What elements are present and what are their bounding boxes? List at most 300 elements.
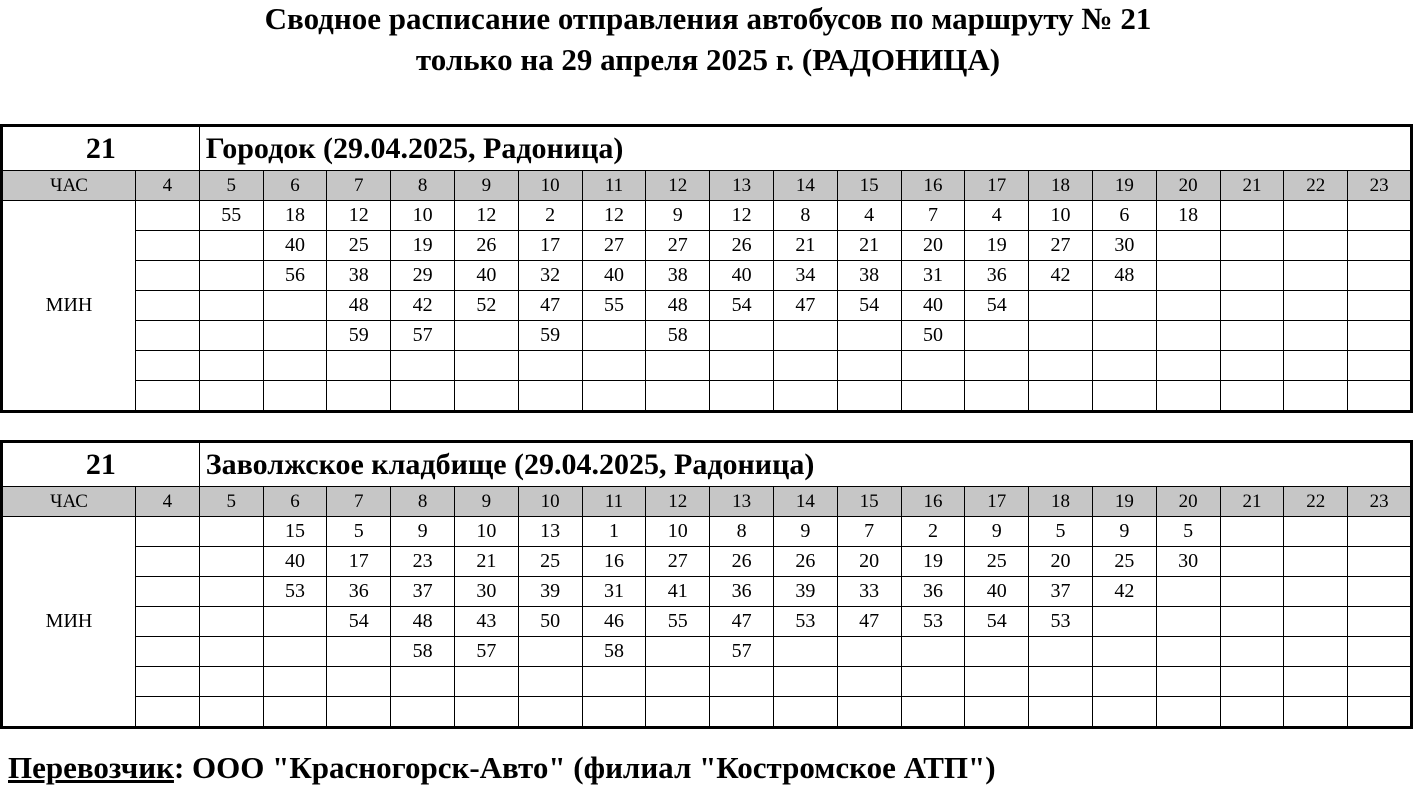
minute-cell xyxy=(582,321,646,351)
minute-cell xyxy=(582,381,646,412)
minute-cell xyxy=(263,697,327,728)
minute-cell: 29 xyxy=(391,261,455,291)
minute-cell xyxy=(901,381,965,412)
minute-cell xyxy=(1348,291,1412,321)
page-title: Сводное расписание отправления автобусов по маршруту № 21 xyxy=(264,1,1152,36)
minute-cell: 38 xyxy=(837,261,901,291)
hour-cell: 4 xyxy=(136,171,200,201)
minute-cell xyxy=(837,321,901,351)
minute-cell: 30 xyxy=(1156,547,1220,577)
minute-cell: 4 xyxy=(965,201,1029,231)
hour-cell: 23 xyxy=(1348,487,1412,517)
hour-cell: 10 xyxy=(518,487,582,517)
minute-cell: 55 xyxy=(646,607,710,637)
minute-cell: 9 xyxy=(646,201,710,231)
minute-cell xyxy=(1348,381,1412,412)
hour-cell: 18 xyxy=(1029,171,1093,201)
minute-cell: 54 xyxy=(965,291,1029,321)
minute-cell xyxy=(136,607,200,637)
hour-cell: 20 xyxy=(1156,487,1220,517)
minute-cell: 18 xyxy=(263,201,327,231)
minute-cell xyxy=(1220,697,1284,728)
minute-cell: 54 xyxy=(965,607,1029,637)
minute-cell xyxy=(136,201,200,231)
minute-cell xyxy=(1348,667,1412,697)
minute-cell xyxy=(518,351,582,381)
minute-cell: 26 xyxy=(454,231,518,261)
minute-cell xyxy=(837,697,901,728)
hour-cell: 12 xyxy=(646,487,710,517)
hour-cell: 11 xyxy=(582,171,646,201)
minute-cell xyxy=(518,667,582,697)
minute-cell xyxy=(199,667,263,697)
minute-cell: 12 xyxy=(454,201,518,231)
hour-cell: 8 xyxy=(391,171,455,201)
hour-cell: 9 xyxy=(454,487,518,517)
minute-cell: 20 xyxy=(1029,547,1093,577)
minute-cell xyxy=(136,381,200,412)
minute-cell: 47 xyxy=(518,291,582,321)
minute-cell: 26 xyxy=(773,547,837,577)
minute-cell xyxy=(1156,607,1220,637)
minute-cell xyxy=(136,697,200,728)
carrier-info xyxy=(8,748,996,788)
minutes-row xyxy=(2,351,1412,381)
minute-cell xyxy=(1220,351,1284,381)
minute-cell xyxy=(646,637,710,667)
minute-cell: 23 xyxy=(391,547,455,577)
minute-cell: 57 xyxy=(710,637,774,667)
minute-cell xyxy=(263,637,327,667)
minute-cell xyxy=(1156,381,1220,412)
minute-cell: 21 xyxy=(454,547,518,577)
minute-cell xyxy=(1284,231,1348,261)
minute-cell xyxy=(901,697,965,728)
minute-cell xyxy=(965,697,1029,728)
minute-cell xyxy=(1284,637,1348,667)
minute-cell xyxy=(1156,321,1220,351)
minute-cell: 34 xyxy=(773,261,837,291)
table-header-row xyxy=(2,126,1412,171)
minute-cell: 47 xyxy=(710,607,774,637)
minute-cell: 53 xyxy=(263,577,327,607)
minute-cell xyxy=(136,577,200,607)
minute-cell xyxy=(199,381,263,412)
minute-cell: 40 xyxy=(710,261,774,291)
minute-cell xyxy=(1029,381,1093,412)
minute-cell: 27 xyxy=(1029,231,1093,261)
minute-cell xyxy=(1092,381,1156,412)
hour-cell: 4 xyxy=(136,487,200,517)
minute-cell xyxy=(1284,291,1348,321)
minute-cell xyxy=(1284,321,1348,351)
minute-cell xyxy=(1220,667,1284,697)
minute-cell: 38 xyxy=(327,261,391,291)
minute-cell xyxy=(454,381,518,412)
minute-cell: 10 xyxy=(391,201,455,231)
minute-cell xyxy=(1156,351,1220,381)
minute-cell: 5 xyxy=(327,517,391,547)
minutes-row xyxy=(2,321,1412,351)
minute-cell xyxy=(1348,607,1412,637)
minute-cell xyxy=(518,381,582,412)
minute-cell: 9 xyxy=(1092,517,1156,547)
minute-cell: 36 xyxy=(965,261,1029,291)
minute-cell xyxy=(199,607,263,637)
minute-cell: 19 xyxy=(901,547,965,577)
minute-cell xyxy=(327,351,391,381)
minute-cell: 2 xyxy=(901,517,965,547)
minute-cell: 53 xyxy=(901,607,965,637)
minute-cell: 16 xyxy=(582,547,646,577)
minute-cell xyxy=(136,667,200,697)
minute-cell: 32 xyxy=(518,261,582,291)
minute-cell: 21 xyxy=(773,231,837,261)
hour-cell: 16 xyxy=(901,487,965,517)
minute-cell: 21 xyxy=(837,231,901,261)
minute-cell: 8 xyxy=(710,517,774,547)
minute-cell xyxy=(199,517,263,547)
minute-cell xyxy=(1029,667,1093,697)
minute-cell: 43 xyxy=(454,607,518,637)
minute-cell xyxy=(1220,201,1284,231)
minute-cell xyxy=(199,577,263,607)
minute-cell xyxy=(1029,291,1093,321)
hour-cell: 11 xyxy=(582,487,646,517)
minute-cell: 10 xyxy=(1029,201,1093,231)
minutes-row xyxy=(2,607,1412,637)
minute-cell: 25 xyxy=(518,547,582,577)
minute-cell: 17 xyxy=(327,547,391,577)
minute-cell xyxy=(901,667,965,697)
minute-cell: 17 xyxy=(518,231,582,261)
minute-cell: 48 xyxy=(391,607,455,637)
minute-cell xyxy=(1348,697,1412,728)
schedule-table-zavolzhskoe xyxy=(0,440,1413,729)
hour-cell: 13 xyxy=(710,171,774,201)
minute-cell xyxy=(1156,291,1220,321)
minute-cell xyxy=(965,321,1029,351)
minute-cell: 56 xyxy=(263,261,327,291)
carrier-label: Перевозчик xyxy=(8,750,174,785)
minute-cell xyxy=(1348,517,1412,547)
minute-cell: 42 xyxy=(1092,577,1156,607)
hour-cell: 5 xyxy=(199,487,263,517)
minute-cell: 10 xyxy=(454,517,518,547)
minute-cell: 19 xyxy=(965,231,1029,261)
minute-cell xyxy=(136,261,200,291)
minute-cell xyxy=(1348,577,1412,607)
minute-cell: 25 xyxy=(1092,547,1156,577)
minute-cell: 2 xyxy=(518,201,582,231)
table-header-row xyxy=(2,442,1412,487)
minute-cell xyxy=(391,381,455,412)
minute-cell: 36 xyxy=(327,577,391,607)
minute-cell xyxy=(136,637,200,667)
minute-cell: 42 xyxy=(1029,261,1093,291)
minute-cell xyxy=(518,637,582,667)
route-number: 21 xyxy=(2,442,200,487)
hour-cell: 14 xyxy=(773,487,837,517)
minute-cell xyxy=(965,637,1029,667)
minute-cell: 7 xyxy=(837,517,901,547)
minute-cell xyxy=(646,351,710,381)
hour-cell: 22 xyxy=(1284,171,1348,201)
minute-cell xyxy=(1284,547,1348,577)
hour-cell: 5 xyxy=(199,171,263,201)
hour-cell: 6 xyxy=(263,171,327,201)
minutes-row xyxy=(2,697,1412,728)
minute-cell xyxy=(1092,351,1156,381)
minute-cell: 8 xyxy=(773,201,837,231)
minute-cell xyxy=(1284,351,1348,381)
minute-cell xyxy=(582,667,646,697)
minute-cell xyxy=(773,637,837,667)
minute-cell xyxy=(837,381,901,412)
minutes-row xyxy=(2,201,1412,231)
minute-cell xyxy=(136,321,200,351)
minute-cell xyxy=(391,667,455,697)
minute-cell: 36 xyxy=(710,577,774,607)
minute-cell: 39 xyxy=(773,577,837,607)
minute-cell: 19 xyxy=(391,231,455,261)
minute-cell xyxy=(1092,321,1156,351)
hour-cell: 18 xyxy=(1029,487,1093,517)
minute-cell: 30 xyxy=(454,577,518,607)
minute-cell xyxy=(327,697,391,728)
minute-cell: 57 xyxy=(454,637,518,667)
minute-cell xyxy=(646,381,710,412)
minute-cell xyxy=(1220,517,1284,547)
minute-cell xyxy=(1284,607,1348,637)
minute-cell: 53 xyxy=(773,607,837,637)
minute-cell: 40 xyxy=(901,291,965,321)
minute-cell xyxy=(901,637,965,667)
minutes-row xyxy=(2,291,1412,321)
hour-cell: 21 xyxy=(1220,171,1284,201)
minute-cell xyxy=(263,381,327,412)
minute-cell: 55 xyxy=(199,201,263,231)
minute-cell: 53 xyxy=(1029,607,1093,637)
minute-cell: 25 xyxy=(327,231,391,261)
hour-cell: 7 xyxy=(327,487,391,517)
minute-cell: 58 xyxy=(391,637,455,667)
minute-cell: 37 xyxy=(1029,577,1093,607)
minute-cell xyxy=(136,231,200,261)
minutes-label: МИН xyxy=(2,517,136,728)
hour-cell: 13 xyxy=(710,487,774,517)
hour-cell: 17 xyxy=(965,171,1029,201)
minute-cell xyxy=(1220,547,1284,577)
hour-cell: 15 xyxy=(837,487,901,517)
minute-cell xyxy=(1220,577,1284,607)
minute-cell: 4 xyxy=(837,201,901,231)
minute-cell xyxy=(199,261,263,291)
minute-cell xyxy=(773,321,837,351)
minute-cell xyxy=(1092,697,1156,728)
minute-cell xyxy=(1348,231,1412,261)
direction-name: Городок (29.04.2025, Радоница) xyxy=(199,126,1411,171)
hour-cell: 19 xyxy=(1092,487,1156,517)
minute-cell: 9 xyxy=(773,517,837,547)
minute-cell xyxy=(1284,261,1348,291)
minute-cell xyxy=(710,697,774,728)
minute-cell xyxy=(454,667,518,697)
minute-cell xyxy=(965,667,1029,697)
minute-cell xyxy=(136,547,200,577)
minute-cell xyxy=(1156,261,1220,291)
minutes-row xyxy=(2,577,1412,607)
hour-label: ЧАС xyxy=(2,171,136,201)
hour-cell: 16 xyxy=(901,171,965,201)
minute-cell xyxy=(1284,577,1348,607)
minute-cell: 52 xyxy=(454,291,518,321)
minute-cell xyxy=(327,381,391,412)
minute-cell xyxy=(646,667,710,697)
minute-cell xyxy=(391,351,455,381)
minute-cell xyxy=(837,351,901,381)
minute-cell: 12 xyxy=(327,201,391,231)
minute-cell: 10 xyxy=(646,517,710,547)
hours-row xyxy=(2,487,1412,517)
minute-cell: 55 xyxy=(582,291,646,321)
minute-cell: 15 xyxy=(263,517,327,547)
minute-cell: 9 xyxy=(965,517,1029,547)
hour-cell: 21 xyxy=(1220,487,1284,517)
minute-cell xyxy=(199,231,263,261)
minute-cell: 54 xyxy=(327,607,391,637)
minute-cell xyxy=(582,697,646,728)
minute-cell: 57 xyxy=(391,321,455,351)
minute-cell: 31 xyxy=(582,577,646,607)
minute-cell: 41 xyxy=(646,577,710,607)
minute-cell xyxy=(1220,607,1284,637)
minute-cell: 59 xyxy=(327,321,391,351)
minute-cell: 58 xyxy=(646,321,710,351)
carrier-separator: : xyxy=(173,750,185,785)
minute-cell xyxy=(901,351,965,381)
minute-cell: 47 xyxy=(773,291,837,321)
minute-cell xyxy=(710,321,774,351)
minute-cell: 6 xyxy=(1092,201,1156,231)
minute-cell: 31 xyxy=(901,261,965,291)
minute-cell xyxy=(199,547,263,577)
minute-cell: 36 xyxy=(901,577,965,607)
minute-cell: 58 xyxy=(582,637,646,667)
minute-cell: 26 xyxy=(710,231,774,261)
minute-cell xyxy=(1220,261,1284,291)
hour-label: ЧАС xyxy=(2,487,136,517)
minute-cell xyxy=(1092,291,1156,321)
minutes-row xyxy=(2,381,1412,412)
minute-cell: 40 xyxy=(965,577,1029,607)
minute-cell xyxy=(1284,381,1348,412)
minute-cell: 5 xyxy=(1029,517,1093,547)
minute-cell xyxy=(263,291,327,321)
minute-cell: 26 xyxy=(710,547,774,577)
minute-cell xyxy=(710,667,774,697)
minute-cell xyxy=(1348,351,1412,381)
minute-cell xyxy=(773,667,837,697)
minute-cell xyxy=(136,517,200,547)
minute-cell xyxy=(1220,637,1284,667)
minute-cell xyxy=(837,667,901,697)
hour-cell: 20 xyxy=(1156,171,1220,201)
minute-cell xyxy=(327,637,391,667)
minute-cell: 27 xyxy=(582,231,646,261)
minute-cell: 9 xyxy=(391,517,455,547)
minute-cell xyxy=(199,291,263,321)
minutes-row xyxy=(2,231,1412,261)
minutes-label: МИН xyxy=(2,201,136,412)
minute-cell: 54 xyxy=(710,291,774,321)
minute-cell: 48 xyxy=(327,291,391,321)
minutes-row xyxy=(2,261,1412,291)
minute-cell: 54 xyxy=(837,291,901,321)
minute-cell: 27 xyxy=(646,231,710,261)
minute-cell: 40 xyxy=(454,261,518,291)
minute-cell xyxy=(1029,321,1093,351)
minute-cell: 18 xyxy=(1156,201,1220,231)
minute-cell xyxy=(1284,517,1348,547)
minute-cell xyxy=(710,381,774,412)
minute-cell xyxy=(199,321,263,351)
minute-cell xyxy=(454,351,518,381)
minute-cell xyxy=(1284,697,1348,728)
hour-cell: 17 xyxy=(965,487,1029,517)
minute-cell xyxy=(1220,321,1284,351)
hour-cell: 10 xyxy=(518,171,582,201)
minute-cell: 27 xyxy=(646,547,710,577)
minutes-row xyxy=(2,637,1412,667)
minute-cell xyxy=(263,351,327,381)
minute-cell xyxy=(773,697,837,728)
minute-cell xyxy=(1220,291,1284,321)
minute-cell xyxy=(837,637,901,667)
minute-cell xyxy=(136,291,200,321)
carrier-name: ООО "Красногорск-Авто" (филиал "Костромское АТП") xyxy=(184,750,996,785)
minute-cell xyxy=(710,351,774,381)
minute-cell xyxy=(1348,261,1412,291)
minute-cell xyxy=(582,351,646,381)
hour-cell: 14 xyxy=(773,171,837,201)
minute-cell: 13 xyxy=(518,517,582,547)
minute-cell: 12 xyxy=(582,201,646,231)
minute-cell xyxy=(1284,201,1348,231)
minute-cell xyxy=(454,321,518,351)
minute-cell xyxy=(1348,547,1412,577)
minute-cell xyxy=(1220,231,1284,261)
minute-cell xyxy=(1092,607,1156,637)
minute-cell: 20 xyxy=(901,231,965,261)
minute-cell xyxy=(1156,667,1220,697)
minute-cell xyxy=(1156,637,1220,667)
minute-cell xyxy=(773,381,837,412)
route-number: 21 xyxy=(2,126,200,171)
hour-cell: 15 xyxy=(837,171,901,201)
minute-cell: 48 xyxy=(1092,261,1156,291)
hours-row xyxy=(2,171,1412,201)
minute-cell xyxy=(1156,697,1220,728)
minute-cell xyxy=(1156,577,1220,607)
page-subtitle: только на 29 апреля 2025 г. (РАДОНИЦА) xyxy=(415,42,1001,77)
minute-cell xyxy=(965,351,1029,381)
minute-cell xyxy=(263,607,327,637)
hour-cell: 19 xyxy=(1092,171,1156,201)
minute-cell: 30 xyxy=(1092,231,1156,261)
minutes-row xyxy=(2,517,1412,547)
minute-cell: 59 xyxy=(518,321,582,351)
